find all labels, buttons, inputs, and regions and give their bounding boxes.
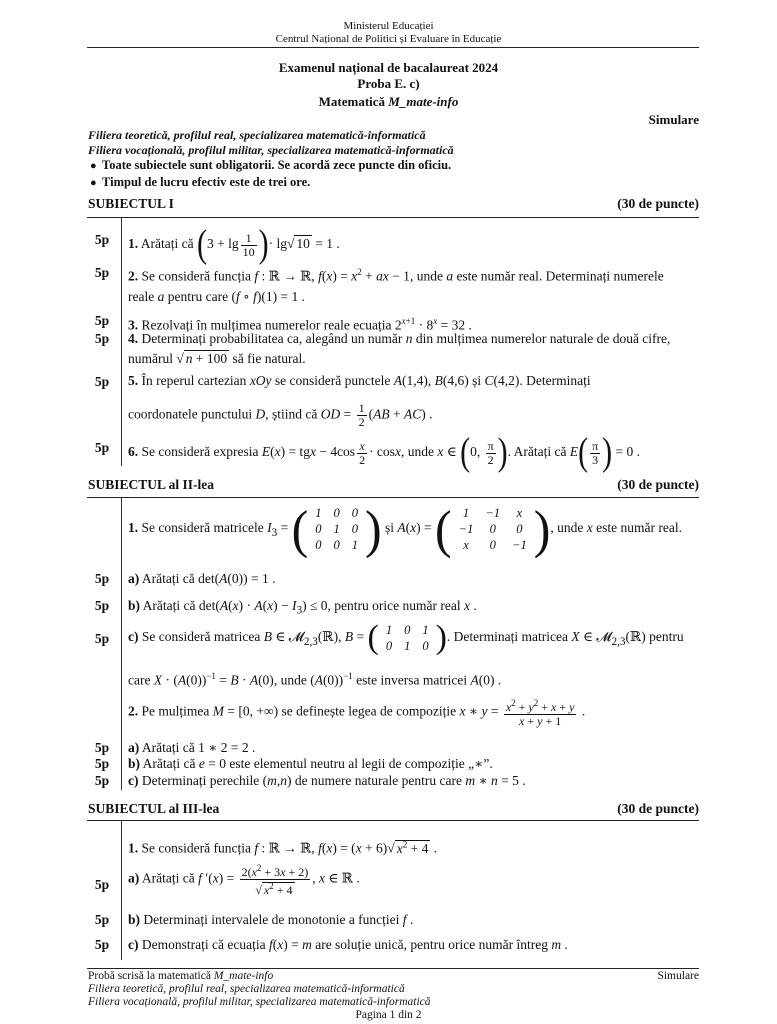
section-1-margin-line — [121, 218, 122, 466]
item-s1-5-line-2: coordonatele punctului D, știind că OD = $\frac{1}{2}$ (AB + AC) . — [128, 401, 433, 429]
points-s2-2a: 5p — [94, 740, 110, 755]
points-s2-1c: 5p — [94, 631, 110, 646]
points-s3-1c: 5p — [94, 937, 110, 952]
section-1-points: (30 de puncte) — [617, 196, 699, 211]
center-name: Centrul Național de Politici și Evaluare în Educație — [275, 33, 502, 45]
item-s1-5: 5. În reperul cartezian xOy se consideră punctele A(1,4), B(4,6) și C(4,2). Determinați — [128, 373, 591, 388]
footer-line-1: Probă scrisă la matematică M_mate-info — [88, 970, 274, 982]
section-1-title: SUBIECTUL I — [88, 196, 174, 211]
item-s2-1c: c) Se consideră matricea B ∈ 𝓜$_{2,3}$(ℝ), B = ( 1 0 1 0 1 0 ). Determinați matricea X ∈ 𝓜$_{2,3}$(ℝ) pentru — [128, 619, 684, 656]
exam-proba: Proba E. c) — [357, 76, 420, 91]
item-s1-4-line-2: numărul √ n + 100 să fie natural. — [128, 351, 306, 366]
points-s3-1a: 5p — [94, 877, 110, 892]
item-s3-1c: c) Demonstrați că ecuația f(x) = m are soluție unică, pentru orice număr întreg m . — [128, 937, 568, 952]
item-s2-2c: c) Determinați perechile (m,n) de numere naturale pentru care m ∗ n = 5 . — [128, 773, 526, 788]
filiera-line-2: Filiera vocațională, profilul militar, specializarea matematică-informatică — [88, 143, 454, 157]
item-s2-2a: a) Arătați că 1 ∗ 2 = 2 . — [128, 740, 256, 755]
item-s1-4: 4. Determinați probabilitatea ca, alegând un număr n din mulțimea numerelor naturale de două cifre, — [128, 331, 671, 346]
points-s1-5: 5p — [94, 374, 110, 389]
item-s3-1-intro: 1. Se consideră funcția f : ℝ → ℝ, f(x) = (x + 6)√ $x^2 + 4$ . — [128, 839, 438, 856]
instruction-1: ● Toate subiectele sunt obligatorii. Se acordă zece puncte din oficiu. — [90, 158, 452, 172]
points-s2-2b: 5p — [94, 756, 110, 771]
section-2-divider — [87, 497, 699, 498]
item-s2-1a: a) Arătați că det(A(0)) = 1 . — [128, 571, 276, 586]
footer-page-number: Pagina 1 din 2 — [355, 1009, 422, 1021]
points-s1-3: 5p — [94, 313, 110, 328]
exam-subject: Matematică M_mate-info — [318, 94, 459, 109]
points-s3-1b: 5p — [94, 912, 110, 927]
bullet-icon: ● — [90, 177, 97, 189]
simulare-label: Simulare — [648, 112, 699, 127]
points-s2-1b: 5p — [94, 598, 110, 613]
footer-line-2: Filiera teoretică, profilul real, specializarea matematică-informatică — [88, 983, 405, 995]
section-1-divider — [87, 217, 699, 218]
points-s1-2: 5p — [94, 265, 110, 280]
section-3-title: SUBIECTUL al III-lea — [88, 801, 220, 816]
points-s2-2c: 5p — [94, 773, 110, 788]
item-s2-1c-line-2: care $X \cdot (A(0))^{-1} = B \cdot A(0)$, unde $(A(0))^{-1}$ este inversa matricei A(0) . — [128, 671, 502, 688]
footer-line-3: Filiera vocațională, profilul militar, specializarea matematică-informatică — [88, 996, 431, 1008]
item-s1-3: 3. Rezolvați în mulțimea numerelor reale ecuația $2^{x+1} \cdot 8^x = 32$ . — [128, 316, 472, 333]
item-s2-1b: b) Arătați că $\det(A(x) \cdot A(x) - I_3) \le 0$, pentru orice număr real x . — [128, 598, 477, 617]
section-2-title: SUBIECTUL al II-lea — [88, 477, 215, 492]
item-s1-1: 1. Arătați că (3 + lg $\frac{1}{10}$ )· lg√ 10 = 1 . — [128, 222, 340, 266]
item-s3-1b: b) Determinați intervalele de monotonie a funcției f . — [128, 912, 414, 927]
item-s1-2: 2. Se consideră funcția f : ℝ → ℝ, $f(x) = x^2$ + ax − 1, unde a este număr real. Determinați numerele — [128, 267, 664, 284]
section-2-points: (30 de puncte) — [617, 477, 699, 492]
instruction-2: ● Timpul de lucru efectiv este de trei ore. — [90, 175, 311, 189]
points-s1-6: 5p — [94, 440, 110, 455]
footer-divider — [87, 968, 699, 969]
item-s1-2-line-2: reale a pentru care (f ∘ f)(1) = 1 . — [128, 289, 305, 304]
item-s1-6: 6. Se consideră expresia E(x) = tgx − 4cos $\frac{x}{2}$ · cosx, unde x ∈ (0, $\frac{\pi}{2}$ ). Arătați că E( $\frac{\pi}{3}$ ) = 0 . — [128, 430, 641, 474]
item-s3-1a: a) Arătați că f ′(x) = $\frac{2(x^2 + 3x + 2)}{√ x^2 + 4}$ , x ∈ ℝ . — [128, 863, 360, 897]
item-s2-2-intro: 2. Pe mulțimea M = [0, +∞) se definește legea de compoziție x ∗ y = $\frac{x^2 + y^2 + x + y}{x + y + 1}$ . — [128, 698, 586, 728]
points-s2-1a: 5p — [94, 571, 110, 586]
item-s2-2b: b) Arătați că e = 0 este elementul neutru al legii de compoziție „∗”. — [128, 756, 493, 771]
section-3-divider — [87, 820, 699, 821]
header-divider — [87, 47, 699, 48]
section-3-margin-line — [121, 821, 122, 960]
footer-simulare: Simulare — [657, 970, 699, 982]
points-s1-4: 5p — [94, 331, 110, 346]
item-s2-1-intro: 1. Se consideră matricele $I_3$ = ( 1 0 0 0 1 0 0 0 1 ) și A(x) = ( 1 −1 x −1 0 0 x 0 −1 ), unde x este număr real. — [128, 499, 682, 559]
points-s1-1: 5p — [94, 232, 110, 247]
section-2-margin-line — [121, 498, 122, 790]
ministry-name: Ministerul Educației — [343, 20, 434, 32]
section-3-points: (30 de puncte) — [617, 801, 699, 816]
filiera-line-1: Filiera teoretică, profilul real, specializarea matematică-informatică — [88, 128, 426, 142]
bullet-icon: ● — [90, 160, 97, 172]
exam-title: Examenul național de bacalaureat 2024 — [278, 60, 499, 75]
